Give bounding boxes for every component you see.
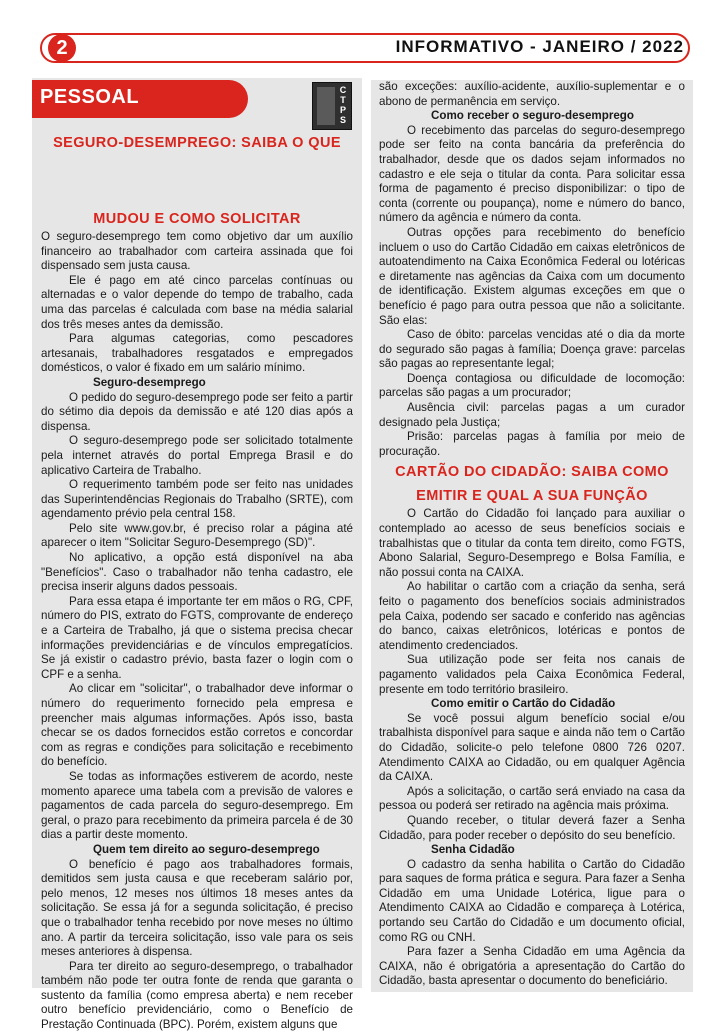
paragraph: O benefício é pago aos trabalhadores formais, demitidos sem justa causa e que receberam salário por, pelo menos, 12 meses nos últimos 18 meses antes da solicitação. Se essa já for a segunda solicitação, é preciso que o trabalhador tenha recebido por nove meses no último ano. A partir da terceira solicitação, isso vale para os seis meses anteriores à dispensa.: [41, 857, 353, 959]
paragraph: Para algumas categorias, como pescadores artesanais, trabalhadores resgatados e empregados domésticos, o valor é fixado em um salário mínimo.: [41, 332, 353, 375]
paragraph: Sua utilização pode ser feita nos canais de pagamento validados pela Caixa Econômica Federal, presente em todo território brasileiro.: [379, 653, 685, 696]
paragraph: Se você possui algum benefício social e/ou trabalhista disponível para saque e ainda não tem o Cartão do Cidadão, solicite-o pelo telefone 0800 726 0207. Atendimento CAIXA ao Cidadão, ou em qualquer Agência da CAIXA.: [379, 711, 685, 784]
article-headline-line-2: EMITIR E QUAL A SUA FUNÇÃO: [416, 488, 648, 505]
subheading: Seguro-desemprego: [93, 375, 206, 389]
paragraph: Ausência civil: parcelas pagas a um curador designado pela Justiça;: [379, 401, 685, 429]
article-headline-line-2: MUDOU E COMO SOLICITAR: [93, 211, 301, 227]
paragraph: No aplicativo, a opção está disponível na aba "Benefícios". Caso o trabalhador não tenha cadastro, ele precisa inserir alguns dados pessoais.: [41, 551, 353, 594]
paragraph: Doença contagiosa ou dificuldade de locomoção: parcelas são pagas a um procurador;: [379, 371, 685, 400]
paragraph: Prisão: parcelas pagas à família por meio de procuração.: [379, 430, 685, 458]
ctps-letters: C T P S: [339, 85, 347, 125]
article-headline-line-1: SEGURO-DESEMPREGO: SAIBA O QUE: [53, 135, 341, 151]
section-label: PESSOAL: [40, 86, 140, 108]
newsletter-title: INFORMATIVO - JANEIRO / 2022: [395, 37, 684, 56]
paragraph: O seguro-desemprego tem como objetivo dar um auxílio financeiro ao trabalhador com carteira assinada que foi dispensado sem justa causa.: [41, 230, 353, 273]
paragraph: Quando receber, o titular deverá fazer a Senha Cidadão, para poder receber o depósito do seu benefício.: [379, 813, 685, 842]
paragraph: são exceções: auxílio-acidente, auxílio-suplementar e o abono de permanência em serviço.: [379, 80, 685, 108]
paragraph: Ao clicar em "solicitar", o trabalhador deve informar o número do requerimento fornecido pela empresa e preencher mais algumas informações. Após isso, basta checar se os dados fornecidos estão corretos e concordar com as regras e condições para solicitação e recebimento do benefício.: [41, 682, 353, 769]
paragraph: O cadastro da senha habilita o Cartão do Cidadão para saques de forma prática e segura. Para fazer a Senha Cidadão em uma Unidade Lotérica, ligue para o Atendimento CAIXA ao Cidadão e compareça à Lotérica, portando seu Cartão do Cidadão e um documento oficial, como RG ou CNH.: [379, 857, 685, 944]
paragraph: Para essa etapa é importante ter em mãos o RG, CPF, número do PIS, extrato do FGTS, comprovante de endereço e a Carteira de Trabalho, já que o sistema precisa checar informações previdenciárias e de vínculos empregatícios. Se já existir o cadastro prévio, basta fazer o login com o CPF e a senha.: [41, 594, 353, 681]
page-number: 2: [48, 34, 76, 62]
paragraph: Para ter direito ao seguro-desemprego, o trabalhador também não pode ter outra fonte de renda que garanta o sustento da família (como empresa aberta) e nem receber outro benefício previdenciário, como o Benefício de Prestação Continuada (BPC). Porém, existem alguns que: [41, 959, 353, 1032]
ctps-logo: [312, 82, 352, 130]
paragraph: Se todas as informações estiverem de acordo, neste momento aparece uma tabela com a previsão de valores e pagamentos de cada parcela do seguro-desemprego. Em geral, o prazo para recebimento da primeira parcela é de 30 dias a partir deste momento.: [41, 769, 353, 842]
article-headline-line-1: CARTÃO DO CIDADÃO: SAIBA COMO: [395, 464, 669, 481]
ctps-booklet-icon: [317, 87, 335, 125]
paragraph: Ao habilitar o cartão com a criação da senha, será feito o pagamento dos benefícios sociais administrados pela Caixa, podendo ser sacado e conferido nas agências do banco, caixas eletrônicos, lotéricas e pontos de atendimento credenciados.: [379, 580, 685, 652]
paragraph: Para fazer a Senha Cidadão em uma Agência da CAIXA, não é obrigatória a apresentação do Cartão do Cidadão, basta apresentar o documento do beneficiário.: [379, 945, 685, 988]
paragraph: O Cartão do Cidadão foi lançado para auxiliar o contemplado ao acesso de seus benefícios sociais e trabalhistas que o titular da conta tem direito, como FGTS, Abono Salarial, Seguro-Desemprego e Bolsa Família, e não possui conta na CAIXA.: [379, 507, 685, 579]
paragraph: Após a solicitação, o cartão será enviado na casa da pessoa ou poderá ser retirado na agência mais próxima.: [379, 784, 685, 813]
subheading: Como emitir o Cartão do Cidadão: [431, 697, 616, 711]
subheading: Quem tem direito ao seguro-desemprego: [93, 842, 320, 856]
paragraph: O recebimento das parcelas do seguro-desemprego pode ser feito na conta bancária da preferência do trabalhador, desde que os dados sejam informados no cadastro e ele seja o titular da conta. Para solicitar essa forma de pagamento é preciso disponibilizar: o tipo de conta (corrente ou poupança), nome e número do banco, número da agência e número da conta.: [379, 123, 685, 225]
subheading: Como receber o seguro-desemprego: [431, 109, 634, 123]
subheading: Senha Cidadão: [431, 843, 515, 857]
paragraph: Ele é pago em até cinco parcelas contínuas ou alternadas e o valor depende do tempo de trabalho, cada uma das parcelas é calculada com base na média salarial dos três meses antes da demissão.: [41, 273, 353, 331]
right-column: [371, 80, 693, 992]
paragraph: Caso de óbito: parcelas vencidas até o dia da morte do segurado são pagas à família; Doença grave: parcelas são pagas ao representante legal;: [379, 328, 685, 371]
paragraph: O pedido do seguro-desemprego pode ser feito a partir do sétimo dia depois da demissão e até 120 dias após a dispensa.: [41, 390, 353, 433]
paragraph: O requerimento também pode ser feito nas unidades das Superintendências Regionais do Trabalho (SRTE), com agendamento prévio pela central 158.: [41, 478, 353, 521]
paragraph: Outras opções para recebimento do benefício incluem o uso do Cartão Cidadão em caixas eletrônicos de autoatendimento na Caixa Econômica Federal ou lotéricas e diretamente nas agências da Caixa com um documento de identificação. Existem algumas exceções em que o benefício é pago para outra pessoa que não a solicitante. São elas:: [379, 225, 685, 327]
left-column: [32, 78, 362, 1032]
paragraph: O seguro-desemprego pode ser solicitado totalmente pela internet através do portal Emprega Brasil e do aplicativo Carteira de Trabalho.: [41, 434, 353, 477]
paragraph: Pelo site www.gov.br, é preciso rolar a página até aparecer o item "Solicitar Seguro-Desemprego (SD)".: [41, 521, 353, 550]
